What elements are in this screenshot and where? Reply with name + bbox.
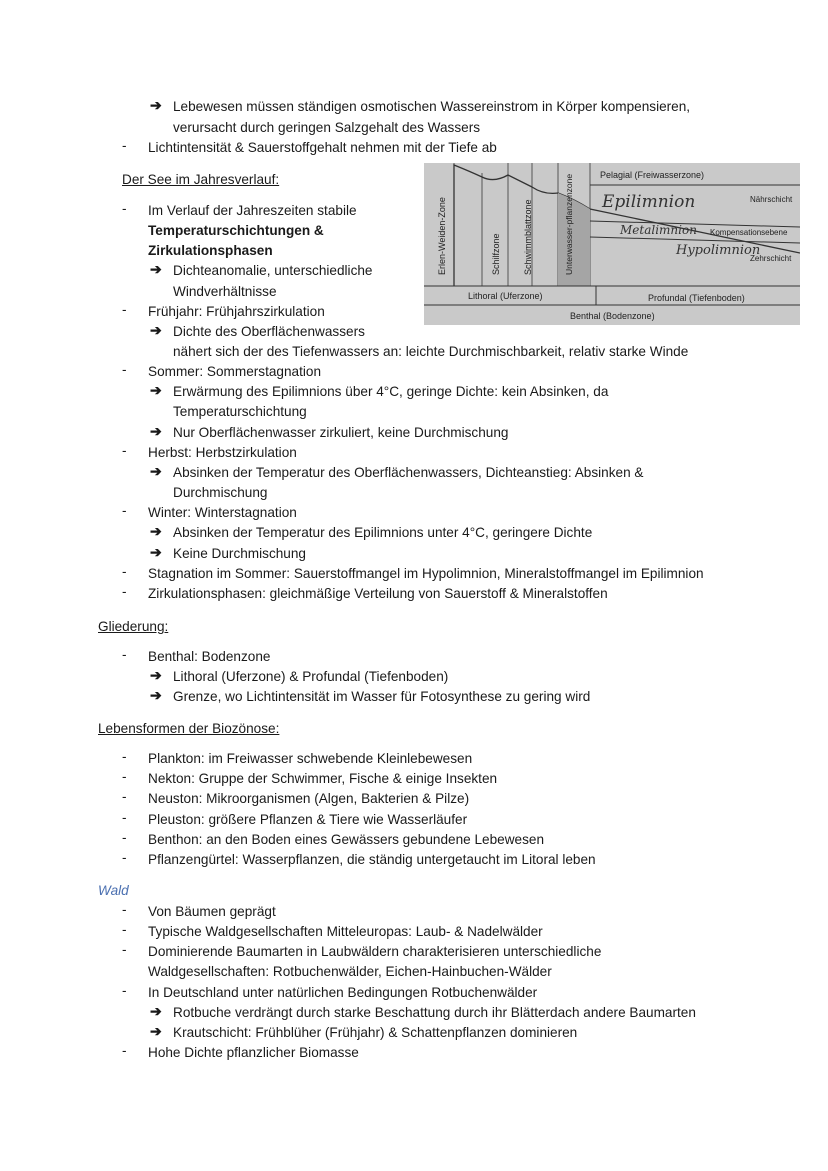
text-line: Lebewesen müssen ständigen osmotischen Wassereinstrom in Körper kompensieren, <box>173 99 691 114</box>
text-line: Neuston: Mikroorganismen (Algen, Bakterien & Pilze) <box>148 791 470 806</box>
bullet-dash: - <box>122 902 127 917</box>
arrow-icon: ➔ <box>150 382 162 398</box>
text-line: Absinken der Temperatur des Oberflächenwassers, Dichteanstieg: Absinken & <box>173 465 644 480</box>
text-line: Waldgesellschaften: Rotbuchenwälder, Eichen-Hainbuchen-Wälder <box>148 964 552 979</box>
text-line: Absinken der Temperatur des Epilimnions unter 4°C, geringere Dichte <box>173 525 593 540</box>
bullet-dash: - <box>122 1043 127 1058</box>
bullet-dash: - <box>122 443 127 458</box>
bullet-dash: - <box>122 503 127 518</box>
bullet-dash: - <box>122 201 127 216</box>
text-line: nähert sich der des Tiefenwassers an: leichte Durchmischbarkeit, relativ starke Winde <box>173 344 689 359</box>
text-line: Typische Waldgesellschaften Mitteleuropas: Laub- & Nadelwälder <box>148 924 543 939</box>
label-metalimnion: Metalimnion <box>620 223 697 237</box>
text-line: Hohe Dichte pflanzlicher Biomasse <box>148 1045 359 1060</box>
bullet-dash: - <box>122 362 127 377</box>
text-line: Temperaturschichtung <box>173 404 307 419</box>
text-line: Benthal: Bodenzone <box>148 649 271 664</box>
arrow-icon: ➔ <box>150 261 162 277</box>
bullet-dash: - <box>122 983 127 998</box>
text-line-bold: Temperaturschichtungen & <box>148 223 324 238</box>
text-line: Pflanzengürtel: Wasserpflanzen, die ständig untergetaucht im Litoral leben <box>148 852 596 867</box>
arrow-icon: ➔ <box>150 423 162 439</box>
bullet-dash: - <box>122 749 127 764</box>
arrow-icon: ➔ <box>150 463 162 479</box>
arrow-icon: ➔ <box>150 544 162 560</box>
label-benthal: Benthal (Bodenzone) <box>570 311 655 321</box>
text-line: Frühjahr: Frühjahrszirkulation <box>148 304 325 319</box>
bullet-dash: - <box>122 850 127 865</box>
bullet-dash: - <box>122 584 127 599</box>
label-epilimnion: Epilimnion <box>602 192 696 212</box>
text-line: Dominierende Baumarten in Laubwäldern charakterisieren unterschiedliche <box>148 944 602 959</box>
text-line: Durchmischung <box>173 485 268 500</box>
text-line: Plankton: im Freiwasser schwebende Kleinlebewesen <box>148 751 473 766</box>
text-line: Erwärmung des Epilimnions über 4°C, geringe Dichte: kein Absinken, da <box>173 384 609 399</box>
arrow-icon: ➔ <box>150 667 162 683</box>
label-unterwasserpflanzenzone: Unterwasser-pflanzenzone <box>564 173 574 275</box>
label-naehrschicht: Nährschicht <box>750 195 793 204</box>
text-line: Benthon: an den Boden eines Gewässers gebundene Lebewesen <box>148 832 545 847</box>
arrow-icon: ➔ <box>150 1023 162 1039</box>
text-line: Stagnation im Sommer: Sauerstoffmangel im Hypolimnion, Mineralstoffmangel im Epilimnion <box>148 566 704 581</box>
text-line: Zirkulationsphasen: gleichmäßige Verteilung von Sauerstoff & Mineralstoffen <box>148 586 608 601</box>
text-line: Krautschicht: Frühblüher (Frühjahr) & Schattenpflanzen dominieren <box>173 1025 578 1040</box>
text-line: Grenze, wo Lichtintensität im Wasser für Fotosynthese zu gering wird <box>173 689 591 704</box>
arrow-icon: ➔ <box>150 687 162 703</box>
text-line: Dichteanomalie, unterschiedliche <box>173 263 373 278</box>
text-line: Lichtintensität & Sauerstoffgehalt nehmen mit der Tiefe ab <box>148 140 497 155</box>
section-heading-see: Der See im Jahresverlauf: <box>122 172 280 187</box>
label-schilfzone: Schilfzone <box>491 233 501 275</box>
section-heading-lebensformen: Lebensformen der Biozönose: <box>98 721 280 736</box>
bullet-dash: - <box>122 830 127 845</box>
text-line: In Deutschland unter natürlichen Bedingungen Rotbuchenwälder <box>148 985 538 1000</box>
text-line: Winter: Winterstagnation <box>148 505 297 520</box>
text-line: Von Bäumen geprägt <box>148 904 276 919</box>
bullet-dash: - <box>122 769 127 784</box>
arrow-icon: ➔ <box>150 97 162 113</box>
text-line: verursacht durch geringen Salzgehalt des Wassers <box>173 120 481 135</box>
arrow-icon: ➔ <box>150 1003 162 1019</box>
label-pelagial: Pelagial (Freiwasserzone) <box>600 170 705 180</box>
text-line: Im Verlauf der Jahreszeiten stabile <box>148 203 357 218</box>
bullet-dash: - <box>122 789 127 804</box>
bullet-dash: - <box>122 647 127 662</box>
label-zehrschicht: Zehrschicht <box>750 254 792 263</box>
bullet-dash: - <box>122 942 127 957</box>
label-kompensationsebene: Kompensationsebene <box>710 228 788 237</box>
text-line: Sommer: Sommerstagnation <box>148 364 322 379</box>
label-lithoral: Lithoral (Uferzone) <box>468 291 543 301</box>
arrow-icon: ➔ <box>150 322 162 338</box>
text-line: Lithoral (Uferzone) & Profundal (Tiefenboden) <box>173 669 449 684</box>
text-line: Nekton: Gruppe der Schwimmer, Fische & einige Insekten <box>148 771 498 786</box>
text-line: Nur Oberflächenwasser zirkuliert, keine Durchmischung <box>173 425 509 440</box>
bullet-dash: - <box>122 922 127 937</box>
label-hypolimnion: Hypolimnion <box>676 243 761 258</box>
bullet-dash: - <box>122 138 127 153</box>
text-line: Herbst: Herbstzirkulation <box>148 445 297 460</box>
text-line: Dichte des Oberflächenwassers <box>173 324 365 339</box>
lake-zonation-diagram <box>424 163 800 325</box>
bullet-dash: - <box>122 564 127 579</box>
text-line-bold: Zirkulationsphasen <box>148 243 273 258</box>
section-heading-wald: Wald <box>98 883 129 898</box>
label-erlen-weiden-zone: Erlen-Weiden-Zone <box>437 197 447 275</box>
label-profundal: Profundal (Tiefenboden) <box>648 293 745 303</box>
arrow-icon: ➔ <box>150 523 162 539</box>
text-line: Pleuston: größere Pflanzen & Tiere wie Wasserläufer <box>148 812 468 827</box>
text-line: Keine Durchmischung <box>173 546 306 561</box>
label-schwimmblattzone: Schwimmblattzone <box>523 199 533 275</box>
section-heading-gliederung: Gliederung: <box>98 619 169 634</box>
text-line: Windverhältnisse <box>173 284 277 299</box>
text-line: Rotbuche verdrängt durch starke Beschattung durch ihr Blätterdach andere Baumarten <box>173 1005 696 1020</box>
bullet-dash: - <box>122 302 127 317</box>
bullet-dash: - <box>122 810 127 825</box>
